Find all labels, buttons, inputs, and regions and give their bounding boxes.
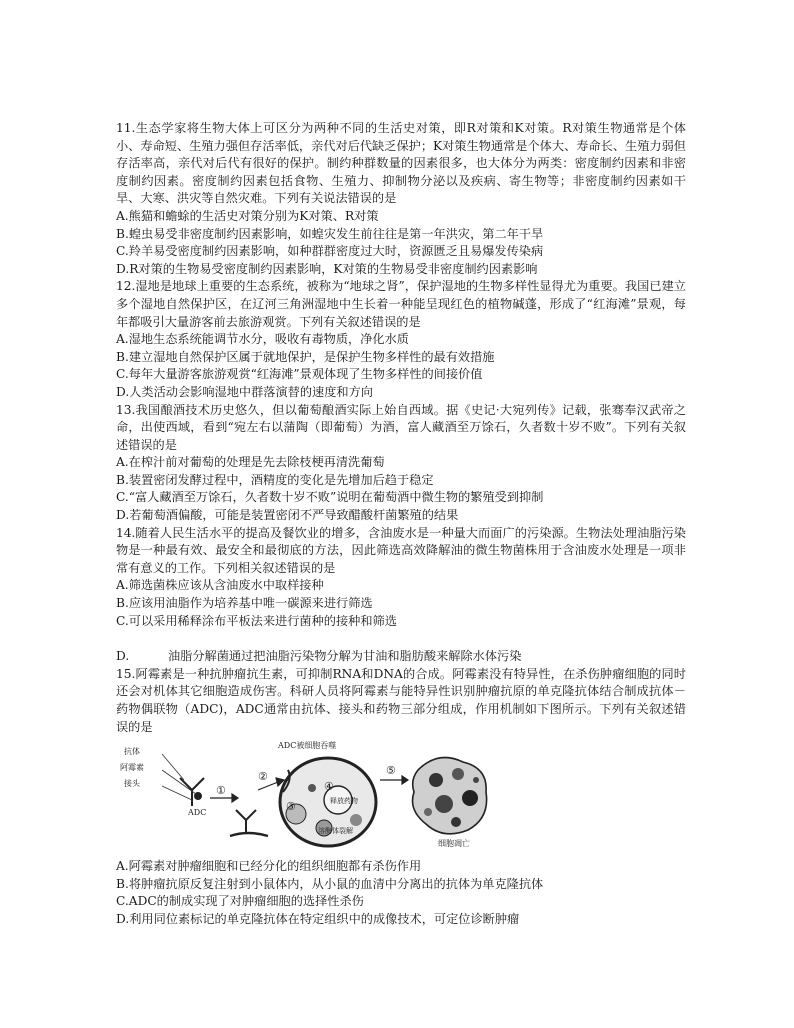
- label-drug-release: 释放药物: [330, 797, 358, 806]
- label-lysosome-lysis: 溶酶体裂解: [318, 827, 353, 836]
- q15-stem: 15.阿霉素是一种抗肿瘤抗生素，可抑制RNA和DNA的合成。阿霉素没有特异性，在杀伤肿瘤细胞的同时还会对机体其它细胞造成伤害。科研人员将阿霉素与能特异性识别肿瘤抗原的单克隆抗体结合制成抗体－药物偶联物（ADC)，ADC通常由抗体、接头和药物三部分组成，作用机制如下图所示。下列有关叙述错误的是: [116, 666, 686, 734]
- label-antibody: 抗体: [124, 747, 140, 757]
- q15-option-d: D.利用同位素标记的单克隆抗体在特定组织中的成像技术，可定位诊断肿瘤: [116, 911, 520, 926]
- q13-option-a: A.在榨汁前对葡萄的处理是先去除枝梗再清洗葡萄: [116, 455, 385, 470]
- label-apoptosis: 细胞凋亡: [438, 839, 470, 849]
- q15-option-b: B.将肿瘤抗原反复注射到小鼠体内，从小鼠的血清中分离出的抗体为单克隆抗体: [116, 876, 544, 891]
- q14-option-d: [116, 648, 686, 666]
- apoptotic-cell-icon: [413, 758, 487, 834]
- q11-option-d: D.R对策的生物易受密度制约因素影响，K对策的生物易受非密度制约因素影响: [116, 261, 538, 276]
- q11-stem: 11.生态学家将生物大体上可区分为两种不同的生活史对策，即R对策和K对策。R对策生物通常是个体小、寿命短、生殖力强但存活率低，亲代对后代缺乏保护；K对策生物通常是个体大、寿命长、生殖力弱但存活率高，亲代对后代有很好的保护。制约种群数量的因素很多，也大体分为两类：密度制约因素和非密度制约因素。密度制约因素包括食物、生殖力、抑制物分泌以及疾病、寄生物等；非密度制约因素如干旱、大寒、洪灾等自然灾难。下列有关说法错误的是: [116, 121, 686, 206]
- label-adc: ADC: [188, 808, 207, 818]
- q13-stem: 13.我国酿酒技术历史悠久，但以葡萄酿酒实际上始自西域。据《史记·大宛列传》记载，张骞奉汉武帝之命，出使西域，看到“宛左右以蒲陶（即葡萄）为酒，富人藏酒至万馀石，久者数十岁不败”。下列有关叙述错误的是: [116, 402, 686, 452]
- q12-option-a: A.湿地生态系统能调节水分，吸收有毒物质，净化水质: [116, 332, 409, 347]
- arrow-step5-icon: [380, 776, 408, 784]
- label-linker: 接头: [124, 779, 140, 789]
- step-1-marker: ①: [216, 784, 226, 798]
- label-doxorubicin: 阿霉素: [120, 763, 144, 773]
- q12-stem: 12.湿地是地球上重要的生态系统，被称为“地球之肾”，保护湿地的生物多样性显得尤为重要。我国已建立多个湿地自然保护区，在辽河三角洲湿地中生长着一种能呈现红色的植物碱蓬，形成了“红海滩”景观，每年都吸引大量游客前去旅游观赏。下列有关叙述错误的是: [116, 279, 686, 329]
- q14-option-b: B.应该用油脂作为培养基中唯一碳源来进行筛选: [116, 596, 373, 611]
- adc-mechanism-figure: [118, 740, 498, 852]
- q14-option-c: C.可以采用稀释涂布平板法来进行菌种的接种和筛选: [116, 613, 397, 628]
- q13-option-b: B.装置密闭发酵过程中，酒精度的变化是先增加后趋于稳定: [116, 472, 434, 487]
- q12-option-b: B.建立湿地自然保护区属于就地保护，是保护生物多样性的最有效措施: [116, 349, 495, 364]
- q13-option-d: D.若葡萄酒偏酸，可能是装置密闭不严导致醋酸杆菌繁殖的结果: [116, 508, 459, 523]
- q12-option-d: D.人类活动会影响湿地中群落演替的速度和方向: [116, 384, 373, 399]
- q13-option-c: C.“富人藏酒至万馀石，久者数十岁不败”说明在葡萄酒中微生物的繁殖受到抑制: [116, 490, 544, 505]
- adc-diagram: [118, 740, 498, 852]
- q11-option-c: C.羚羊易受密度制约因素影响，如种群群密度过大时，资源匮乏且易爆发传染病: [116, 244, 544, 259]
- q15-option-c: C.ADC的制成实现了对肿瘤细胞的选择性杀伤: [116, 894, 364, 909]
- q14-option-d-text: 油脂分解菌通过把油脂污染物分解为甘油和脂肪酸来解除水体污染: [168, 649, 522, 664]
- spacer: [116, 630, 686, 648]
- q14-stem: 14.随着人民生活水平的提高及餐饮业的增多，含油废水是一种量大而面广的污染源。生物法处理油脂污染物是一种最有效、最安全和最彻底的方法，因此筛选高效降解油的微生物菌株用于含油废水处理是一项非常有意义的工作。下列相关叙述错误的是: [116, 525, 686, 575]
- q11-option-b: B.蝗虫易受非密度制约因素影响，如蝗灾发生前往往是第一年洪灾，第二年干旱: [116, 226, 544, 241]
- step-5-marker: ⑤: [386, 764, 396, 778]
- step-2-marker: ②: [258, 770, 268, 784]
- label-leader-lines: [162, 754, 196, 800]
- exam-page: [116, 120, 686, 929]
- step-4-marker: ④: [324, 780, 334, 794]
- q14-option-a: A.筛选菌株应该从含油废水中取样接种: [116, 578, 324, 593]
- q14-option-d-letter: D.: [116, 649, 130, 664]
- step-3-marker: ③: [286, 800, 296, 814]
- q12-option-c: C.每年大量游客旅游观赏“红海滩”景观体现了生物多样性的间接价值: [116, 367, 483, 382]
- q15-option-a: A.阿霉素对肿瘤细胞和已经分化的组织细胞都有杀伤作用: [116, 859, 422, 874]
- adc-molecule-icon: [180, 778, 204, 806]
- receptor-binding-icon: [230, 810, 268, 836]
- q11-option-a: A.熊猫和蟾蜍的生活史对策分别为K对策、R对策: [116, 208, 379, 223]
- label-adc-engulfed: ADC被细胞吞噬: [278, 741, 337, 751]
